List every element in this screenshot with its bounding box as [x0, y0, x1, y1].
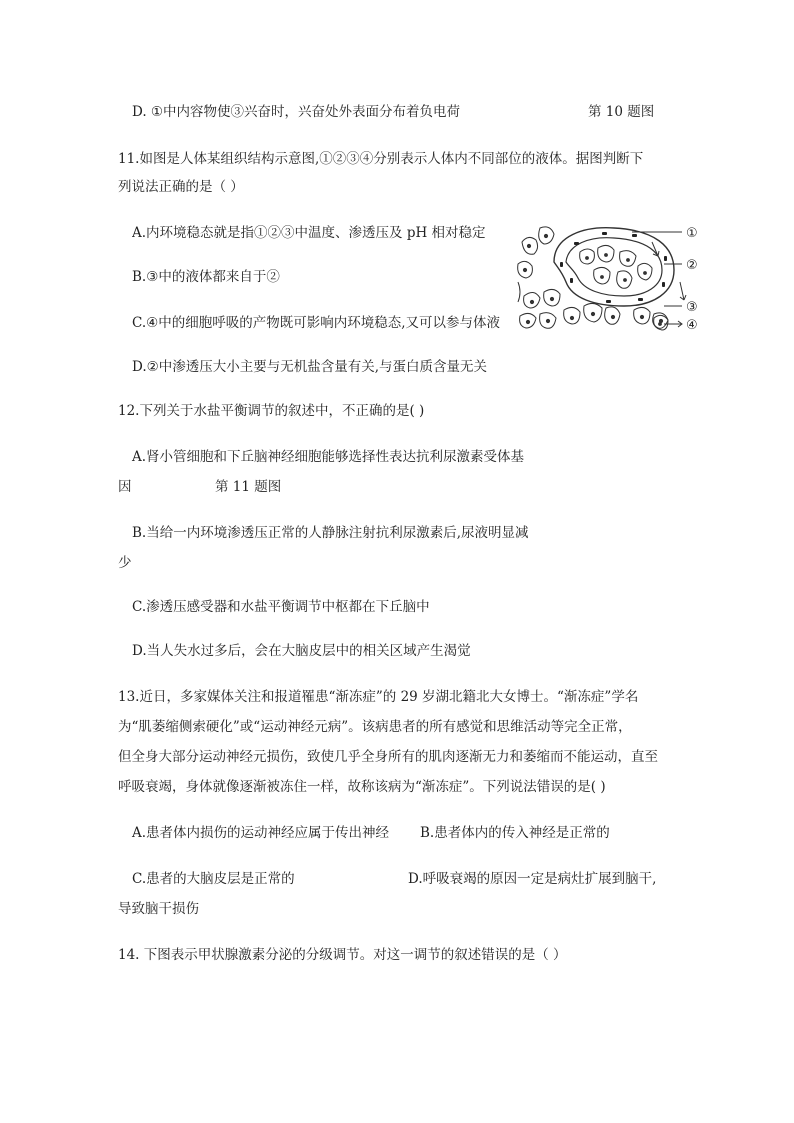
q13-option-b: B.患者体内的传入神经是正常的: [420, 825, 610, 841]
q14-stem: 14. 下图表示甲状腺激素分泌的分级调节。对这一调节的叙述错误的是（ ）: [118, 947, 567, 963]
q12-option-b-line2: 少: [118, 555, 132, 571]
q11-option-a: A.内环境稳态就是指①②③中温度、渗透压及 pH 相对稳定: [132, 225, 486, 241]
q12-option-a-line2: 因: [118, 479, 132, 495]
label-3: ③: [686, 300, 698, 315]
q13-option-a: A.患者体内损伤的运动神经应属于传出神经: [132, 825, 390, 841]
q10-option-d: D. ①中内容物使③兴奋时，兴奋处外表面分布着负电荷: [132, 104, 461, 120]
label-1: ①: [686, 226, 698, 241]
q13-stem-line1: 13.近日，多家媒体关注和报道罹患“渐冻症”的 29 岁湖北籍北大女博士。“渐冻症”学名: [118, 689, 639, 705]
q12-option-c: C.渗透压感受器和水盐平衡调节中枢都在下丘脑中: [132, 599, 430, 615]
q11-option-d: D.②中渗透压大小主要与无机盐含量有关,与蛋白质含量无关: [132, 359, 488, 375]
tissue-structure-diagram: [514, 222, 714, 340]
q13-stem-line3: 但全身大部分运动神经元损伤，致使几乎全身所有的肌肉逐渐无力和萎缩而不能运动，直至: [118, 749, 658, 765]
label-4: ④: [686, 318, 698, 333]
q12-option-b-line1: B.当给一内环境渗透压正常的人静脉注射抗利尿激素后,尿液明显减: [132, 525, 529, 541]
q13-option-d-line2: 导致脑干损伤: [118, 901, 199, 917]
q11-stem-line1: 11.如图是人体某组织结构示意图,①②③④分别表示人体内不同部位的液体。据图判断下: [118, 151, 644, 167]
q13-option-d-line1: D.呼吸衰竭的原因一定是病灶扩展到脑干,: [408, 871, 657, 887]
q13-option-c: C.患者的大脑皮层是正常的: [132, 871, 295, 887]
q11-option-b: B.③中的液体都来自于②: [132, 269, 280, 285]
q12-figure-caption: 第 11 题图: [215, 479, 282, 495]
q12-option-d: D.当人失水过多后，会在大脑皮层中的相关区域产生渴觉: [132, 643, 471, 659]
label-2: ②: [686, 258, 698, 273]
capillary-wall: [554, 228, 674, 306]
q13-stem-line4: 呼吸衰竭，身体就像逐渐被冻住一样，故称该病为“渐冻症”。下列说法错误的是( ): [118, 779, 606, 795]
q10-figure-caption: 第 10 题图: [588, 104, 655, 120]
q12-stem: 12.下列关于水盐平衡调节的叙述中，不正确的是( ): [118, 403, 425, 419]
q12-option-a-line1: A.肾小管细胞和下丘脑神经细胞能够选择性表达抗利尿激素受体基: [132, 449, 525, 465]
q11-option-c: C.④中的细胞呼吸的产物既可影响内环境稳态,又可以参与体液: [132, 315, 501, 331]
q13-stem-line2: 为“肌萎缩侧索硬化”或“运动神经元病”。该病患者的所有感觉和思维活动等完全正常，: [118, 719, 632, 735]
tissue-cells: [518, 227, 668, 328]
q11-stem-line2: 列说法正确的是（ ）: [118, 179, 244, 195]
